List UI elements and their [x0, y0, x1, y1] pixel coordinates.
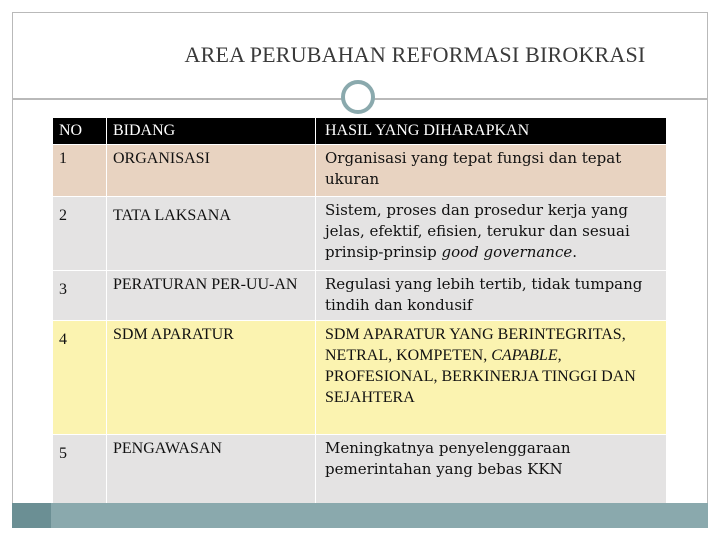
row-bidang: PENGAWASAN: [107, 435, 316, 505]
table-row: [53, 145, 667, 197]
row-no: 3: [53, 271, 107, 321]
hasil-end: .: [572, 243, 578, 261]
hasil-italic: good governance: [441, 243, 573, 261]
row-no: 1: [53, 145, 107, 197]
table-row: [53, 321, 667, 435]
hasil-end: , PROFESIONAL, BERKINERJA TINGGI DAN SEJAHTERA: [325, 347, 636, 406]
row-no: 2: [53, 197, 107, 271]
circle-ornament: [341, 80, 375, 114]
row-hasil: Regulasi yang lebih tertib, tidak tumpang tindih dan kondusif: [316, 271, 667, 321]
row-bidang: SDM APARATUR: [107, 321, 316, 435]
row-no: 4: [53, 321, 107, 435]
hasil-text: SDM APARATUR YANG BERINTEGRITAS, NETRAL, KOMPETEN,: [325, 326, 626, 364]
hasil-text: Sistem, proses dan prosedur kerja yang jelas, efektif, efisien, terukur dan sesuai prinsip-prinsip: [325, 201, 630, 261]
bottom-band: [12, 503, 708, 528]
row-no: 5: [53, 435, 107, 505]
slide-title: AREA PERUBAHAN REFORMASI BIROKRASI: [184, 42, 646, 67]
reform-table: [52, 117, 667, 505]
row-hasil: [316, 321, 667, 435]
row-bidang: ORGANISASI: [107, 145, 316, 197]
row-hasil: Meningkatnya penyelenggaraan pemerintahan yang bebas KKN: [316, 435, 667, 505]
header-bidang: BIDANG: [107, 118, 316, 145]
hasil-italic: CAPABLE: [491, 347, 558, 364]
row-hasil: Organisasi yang tepat fungsi dan tepat ukuran: [316, 145, 667, 197]
table-row: [53, 197, 667, 271]
table-row: [53, 271, 667, 321]
header-hasil: HASIL YANG DIHARAPKAN: [316, 118, 667, 145]
header-no: NO: [53, 118, 107, 145]
row-bidang: PERATURAN PER-UU-AN: [107, 271, 316, 321]
table-header-row: [53, 118, 667, 145]
bottom-band-accent: [12, 503, 51, 528]
row-bidang: TATA LAKSANA: [107, 197, 316, 271]
row-hasil: [316, 197, 667, 271]
table-row: [53, 435, 667, 505]
